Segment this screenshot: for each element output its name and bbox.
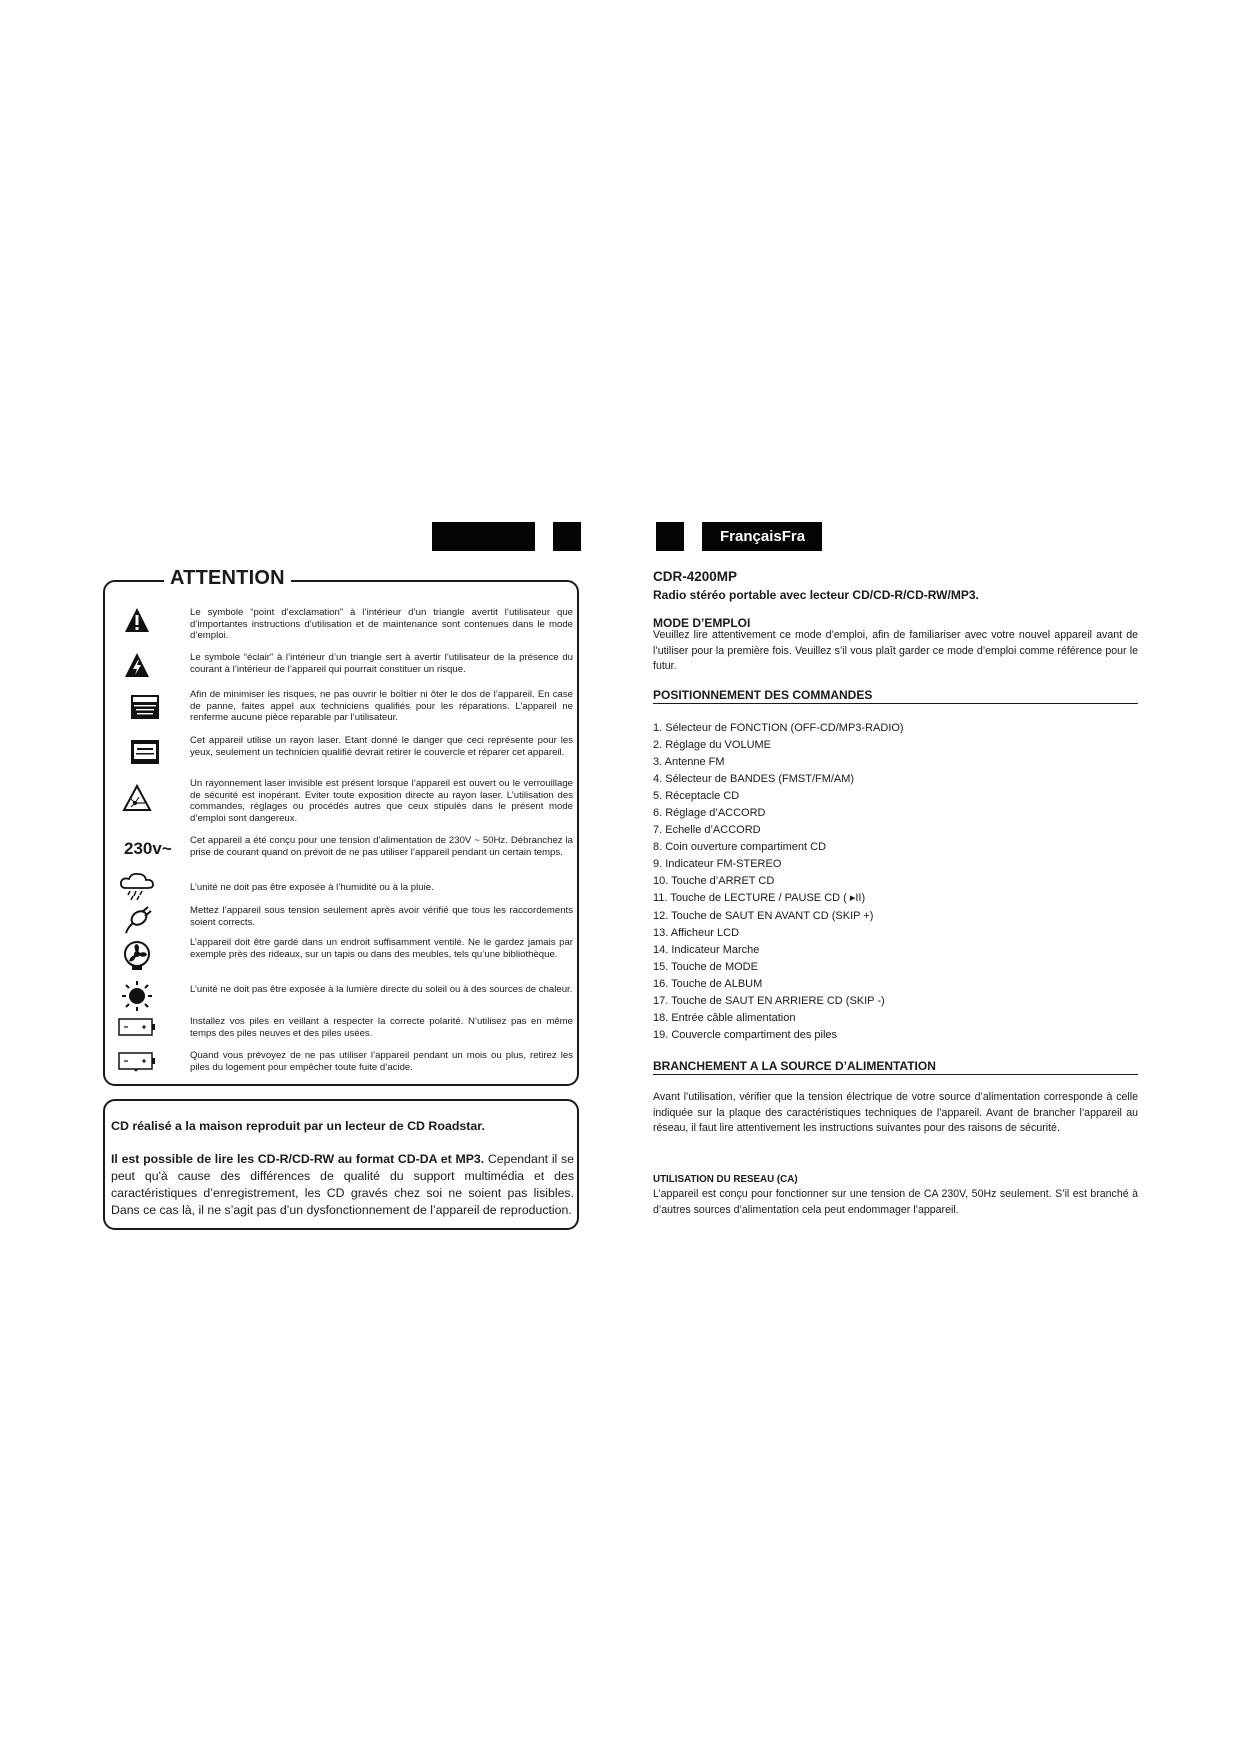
voltage-icon bbox=[124, 835, 174, 859]
power-heading: BRANCHEMENT A LA SOURCE D’ALIMENTATION bbox=[653, 1059, 1138, 1075]
list-item: 3. Antenne FM bbox=[653, 756, 725, 769]
list-item: 15. Touche de MODE bbox=[653, 960, 758, 973]
controls-list bbox=[653, 720, 1138, 1044]
lightning-triangle-icon bbox=[117, 652, 157, 683]
list-item: 1. Sélecteur de FONCTION (OFF-CD/MP3-RADIO) bbox=[653, 722, 904, 734]
product-subtitle: Radio stéréo portable avec lecteur CD/CD-R/CD-RW/MP3. bbox=[653, 588, 979, 602]
warning-text: Mettez l’appareil sous tension seulement après avoir vérifié que tous les raccordements soient corrects. bbox=[190, 905, 573, 928]
warning-text: L’unité ne doit pas être exposée à la lumière directe du soleil ou à des sources de chaleur. bbox=[190, 984, 573, 995]
warning-exclamation bbox=[117, 607, 573, 647]
list-item: 5. Réceptacle CD bbox=[653, 790, 740, 803]
caution-label-icon bbox=[125, 695, 165, 724]
warning-text: Installez vos piles en veillant à respecter la correcte polarité. N’utilisez pas en même temps des piles neuves et des piles usées. bbox=[190, 1016, 573, 1039]
sun-icon bbox=[117, 980, 157, 1017]
warning-class1-laser bbox=[117, 735, 573, 775]
list-item: 14. Indicateur Marche bbox=[653, 943, 760, 956]
warning-laser-radiation bbox=[117, 778, 573, 824]
manual-text: Veuillez lire attentivement ce mode d’emploi, afin de familiariser avec votre nouvel appareil avant de l’utiliser pour la première fois. Veuillez s’il vous plaît garder ce mode d’emploi comme référence pour le futur. bbox=[653, 629, 1138, 673]
warning-text: Le symbole “point d’exclamation” à l’intérieur d’un triangle avertit l’utilisateur que d’importantes instructions d’utilisation et de maintenance sont contenues dans le mode d’emploi. bbox=[190, 607, 573, 642]
warning-text: Afin de minimiser les risques, ne pas ouvrir le boîtier ni ôter le dos de l’appareil. En case de panne, faites appel aux techniciens qualifiés pour les réparations. L’appareil ne renferme aucune pièce reparable par l’utilisateur. bbox=[190, 689, 573, 724]
header-block-left bbox=[432, 522, 535, 551]
header-block-small-2 bbox=[656, 522, 684, 551]
list-item: 17. Touche de SAUT EN ARRIERE CD (SKIP -) bbox=[653, 994, 885, 1007]
warning-text: Un rayonnement laser invisible est présent lorsque l’appareil est ouvert ou le verrouillage de sécurité est inopérant. Eviter toute exposition directe au rayon laser. L’utilisation des commandes, réglages ou procédés autres que ceux stipulés dans le présent mode d’emploi sont dangereux. bbox=[190, 778, 573, 824]
voltage-label: 230v~ bbox=[124, 839, 172, 858]
ventilation-fan-icon bbox=[117, 939, 157, 976]
list-item: 8. Coin ouverture compartiment CD bbox=[653, 841, 827, 854]
warning-text: Quand vous prévoyez de ne pas utiliser l’appareil pendant un mois ou plus, retirez les piles du logement pour empêcher toute fuite d’acide. bbox=[190, 1050, 573, 1073]
list-item: 18. Entrée câble alimentation bbox=[653, 1011, 796, 1024]
warning-lightning bbox=[117, 652, 573, 692]
warning-text: L’appareil doit être gardé dans un endroit suffisamment ventilé. Ne le gardez jamais par exemple près des rideaux, sur un tapis ou dans des meubles, tels qu’une bibliothèque. bbox=[190, 937, 573, 960]
header-block-small-1 bbox=[553, 522, 581, 551]
attention-title: ATTENTION bbox=[164, 567, 291, 590]
list-item: 7. Echelle d’ACCORD bbox=[653, 824, 761, 837]
cd-info-text bbox=[111, 1151, 574, 1219]
warning-text: Cet appareil utilise un rayon laser. Etant donné le danger que ceci représente pour les yeux, seulement un technicien qualifié devrait retirer le couvercle et réparer cet appareil. bbox=[190, 735, 573, 758]
class1-laser-label-icon bbox=[125, 740, 165, 769]
list-item: 6. Réglage d’ACCORD bbox=[653, 807, 766, 820]
list-item: 12. Touche de SAUT EN AVANT CD (SKIP +) bbox=[653, 909, 874, 922]
cd-info-heading: CD réalisé a la maison reproduit par un lecteur de CD Roadstar. bbox=[111, 1119, 485, 1133]
warning-text: Le symbole “éclair” à l’intérieur d’un triangle sert à avertir l’utilisateur de la présence du courant à l’intérieur de l’appareil qui pourrait constituer un risque. bbox=[190, 652, 573, 675]
plug-icon bbox=[117, 905, 157, 940]
mains-text: L’appareil est conçu pour fonctionner sur une tension de CA 230V, 50Hz seulement. S’il est branché à d’autres sources d’alimentation cela peut endommager l’appareil. bbox=[653, 1188, 1138, 1216]
cd-info-bold-lead: Il est possible de lire les CD-R/CD-RW au format CD-DA et MP3. bbox=[111, 1152, 485, 1166]
list-item: 9. Indicateur FM-STEREO bbox=[653, 858, 782, 871]
controls-heading: POSITIONNEMENT DES COMMANDES bbox=[653, 688, 1138, 704]
manual-heading: MODE D’EMPLOI bbox=[653, 616, 751, 630]
rain-cloud-icon bbox=[117, 872, 157, 905]
list-item: 2. Réglage du VOLUME bbox=[653, 739, 772, 752]
warning-caution bbox=[117, 689, 573, 729]
warning-ventilation bbox=[117, 937, 573, 977]
list-item: 10. Touche d’ARRET CD bbox=[653, 875, 775, 888]
cd-info-body: Cependant il se peut qu'à cause des différences de qualité du support multimédia et des caractéristiques d’enregistrement, les CD gravés chez soi ne soient pas lisibles. Dans ce cas là, il ne s’agit pas d’un dysfonctionnement de l’appareil de reproduction. bbox=[111, 1152, 574, 1217]
battery-polarity-icon bbox=[117, 1016, 157, 1043]
warning-battery-remove bbox=[117, 1050, 573, 1090]
battery-remove-icon bbox=[117, 1050, 157, 1077]
language-tab: FrançaisFra bbox=[702, 522, 822, 551]
list-item: 11. Touche de LECTURE / PAUSE CD ( ▸II) bbox=[653, 892, 866, 905]
mains-heading: UTILISATION DU RESEAU (CA) bbox=[653, 1174, 798, 1185]
list-item: 16. Touche de ALBUM bbox=[653, 977, 763, 990]
list-item: 4. Sélecteur de BANDES (FMST/FM/AM) bbox=[653, 773, 855, 786]
exclamation-triangle-icon bbox=[117, 607, 157, 638]
list-item: 19. Couvercle compartiment des piles bbox=[653, 1028, 838, 1041]
laser-warning-icon bbox=[117, 784, 157, 817]
warning-text: L’unité ne doit pas être exposée à l’humidité ou à la pluie. bbox=[190, 882, 434, 893]
list-item: 13. Afficheur LCD bbox=[653, 926, 740, 939]
model-number: CDR-4200MP bbox=[653, 569, 738, 584]
warning-voltage bbox=[117, 835, 573, 875]
warning-text: Cet appareil a été conçu pour une tension d’alimentation de 230V ~ 50Hz. Débranchez la prise de courant quand on prévoit de ne pas utiliser l’appareil pendant un certain temps. bbox=[190, 835, 573, 858]
power-text: Avant l’utilisation, vérifier que la tension électrique de votre source d’alimentation corresponde à celle indiquée sur la plaque des caractéristiques techniques de l’appareil. Avant de brancher l’appareil au réseau, il faut lire attentivement les instructions suivantes pour des raisons de sécurité. bbox=[653, 1091, 1138, 1135]
